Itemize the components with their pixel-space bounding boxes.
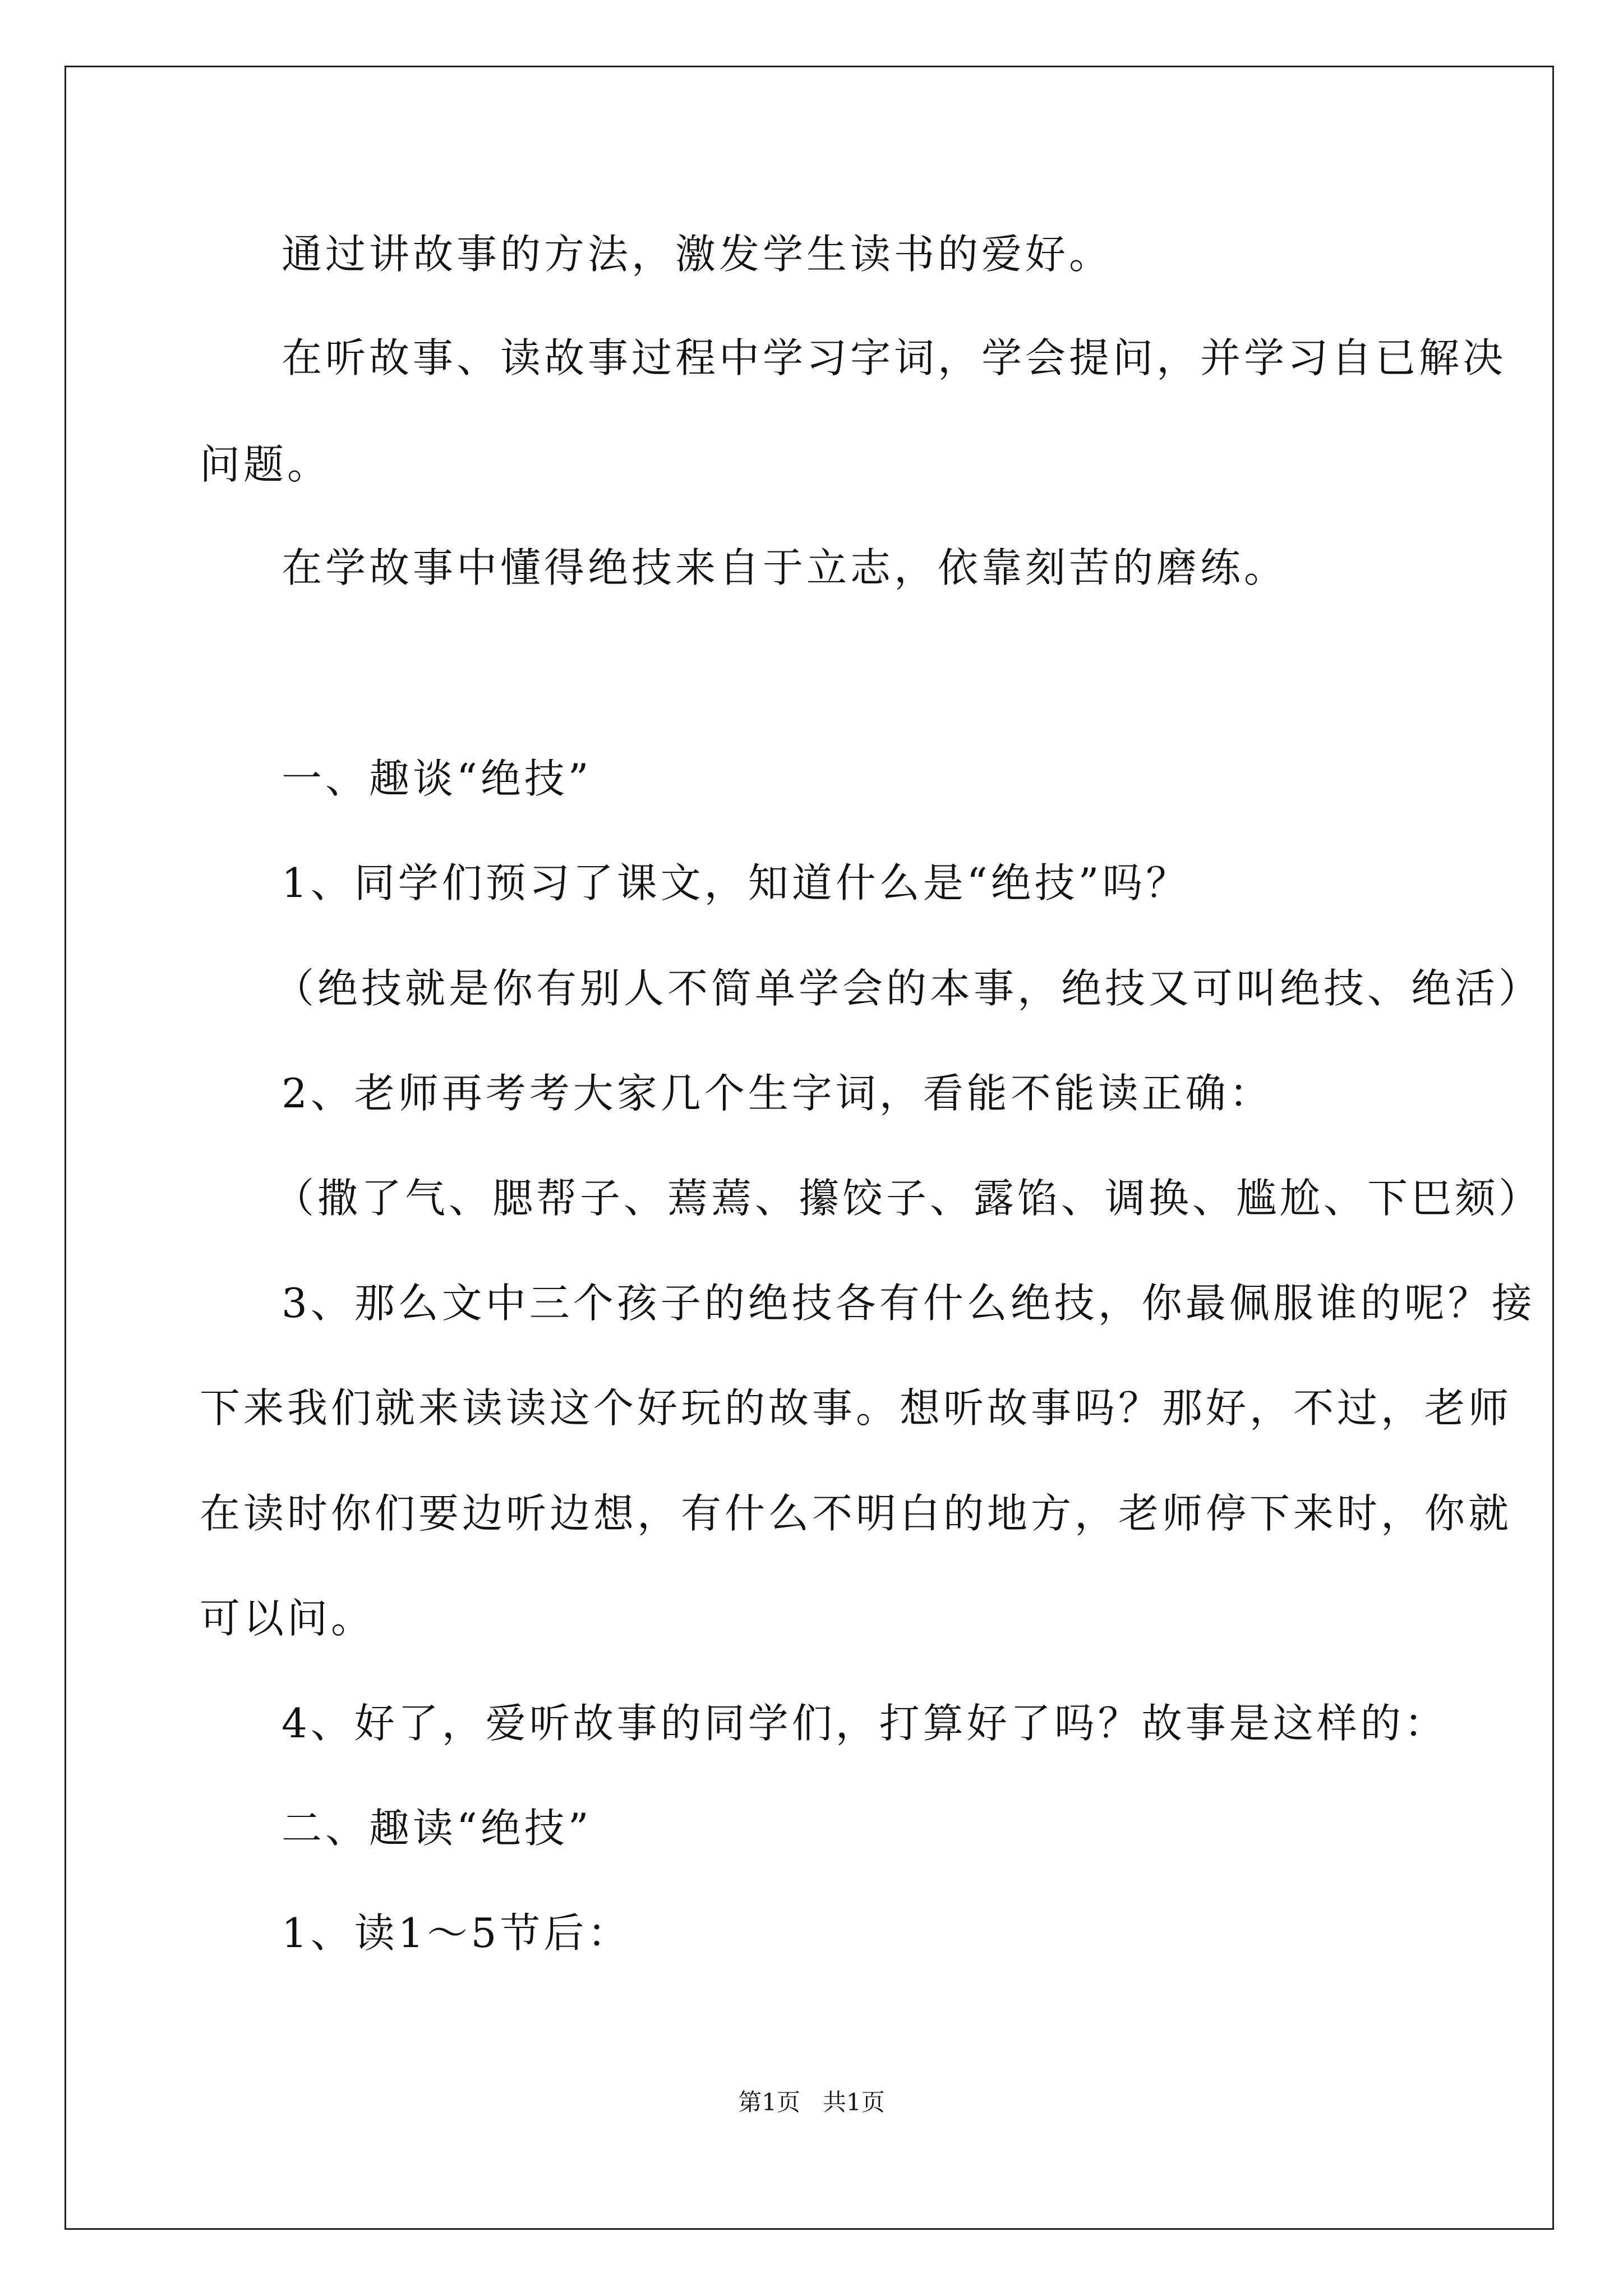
section-heading-2: 二、趣读“绝技” xyxy=(282,1805,592,1852)
body-line-6: （绝技就是你有别人不简单学会的本事，绝技又可叫绝技、绝活） xyxy=(274,965,1543,1012)
body-line-14: 1、读1～5节后： xyxy=(282,1910,631,1957)
page-border xyxy=(64,66,1554,2230)
body-line-1: 通过讲故事的方法，激发学生读书的爱好。 xyxy=(282,231,1113,278)
body-line-2: 在听故事、读故事过程中学习字词，学会提问，并学习自已解决 xyxy=(282,334,1507,381)
body-line-9: 3、那么文中三个孩子的绝技各有什么绝技，你最佩服谁的呢？接 xyxy=(282,1280,1536,1327)
section-heading-1: 一、趣谈“绝技” xyxy=(282,755,592,802)
body-line-8: （撒了气、腮帮子、蔫蔫、攥饺子、露馅、调换、尴尬、下巴颏） xyxy=(274,1175,1543,1222)
body-line-4: 在学故事中懂得绝技来自于立志，依靠刻苦的磨练。 xyxy=(282,544,1288,591)
body-line-10: 下来我们就来读读这个好玩的故事。想听故事吗？那好，不过，老师 xyxy=(200,1384,1513,1432)
body-line-7: 2、老师再考考大家几个生字词，看能不能读正确： xyxy=(282,1070,1273,1117)
body-line-12: 可以问。 xyxy=(200,1595,375,1642)
body-line-13: 4、好了，爱听故事的同学们，打算好了吗？故事是这样的： xyxy=(282,1700,1448,1747)
body-line-3: 问题。 xyxy=(200,441,331,488)
body-line-11: 在读时你们要边听边想，有什么不明白的地方，老师停下来时，你就 xyxy=(200,1490,1513,1537)
page-number-footer: 第1页 共1页 xyxy=(738,2088,885,2116)
body-line-5: 1、同学们预习了课文，知道什么是“绝技”吗？ xyxy=(282,859,1190,907)
